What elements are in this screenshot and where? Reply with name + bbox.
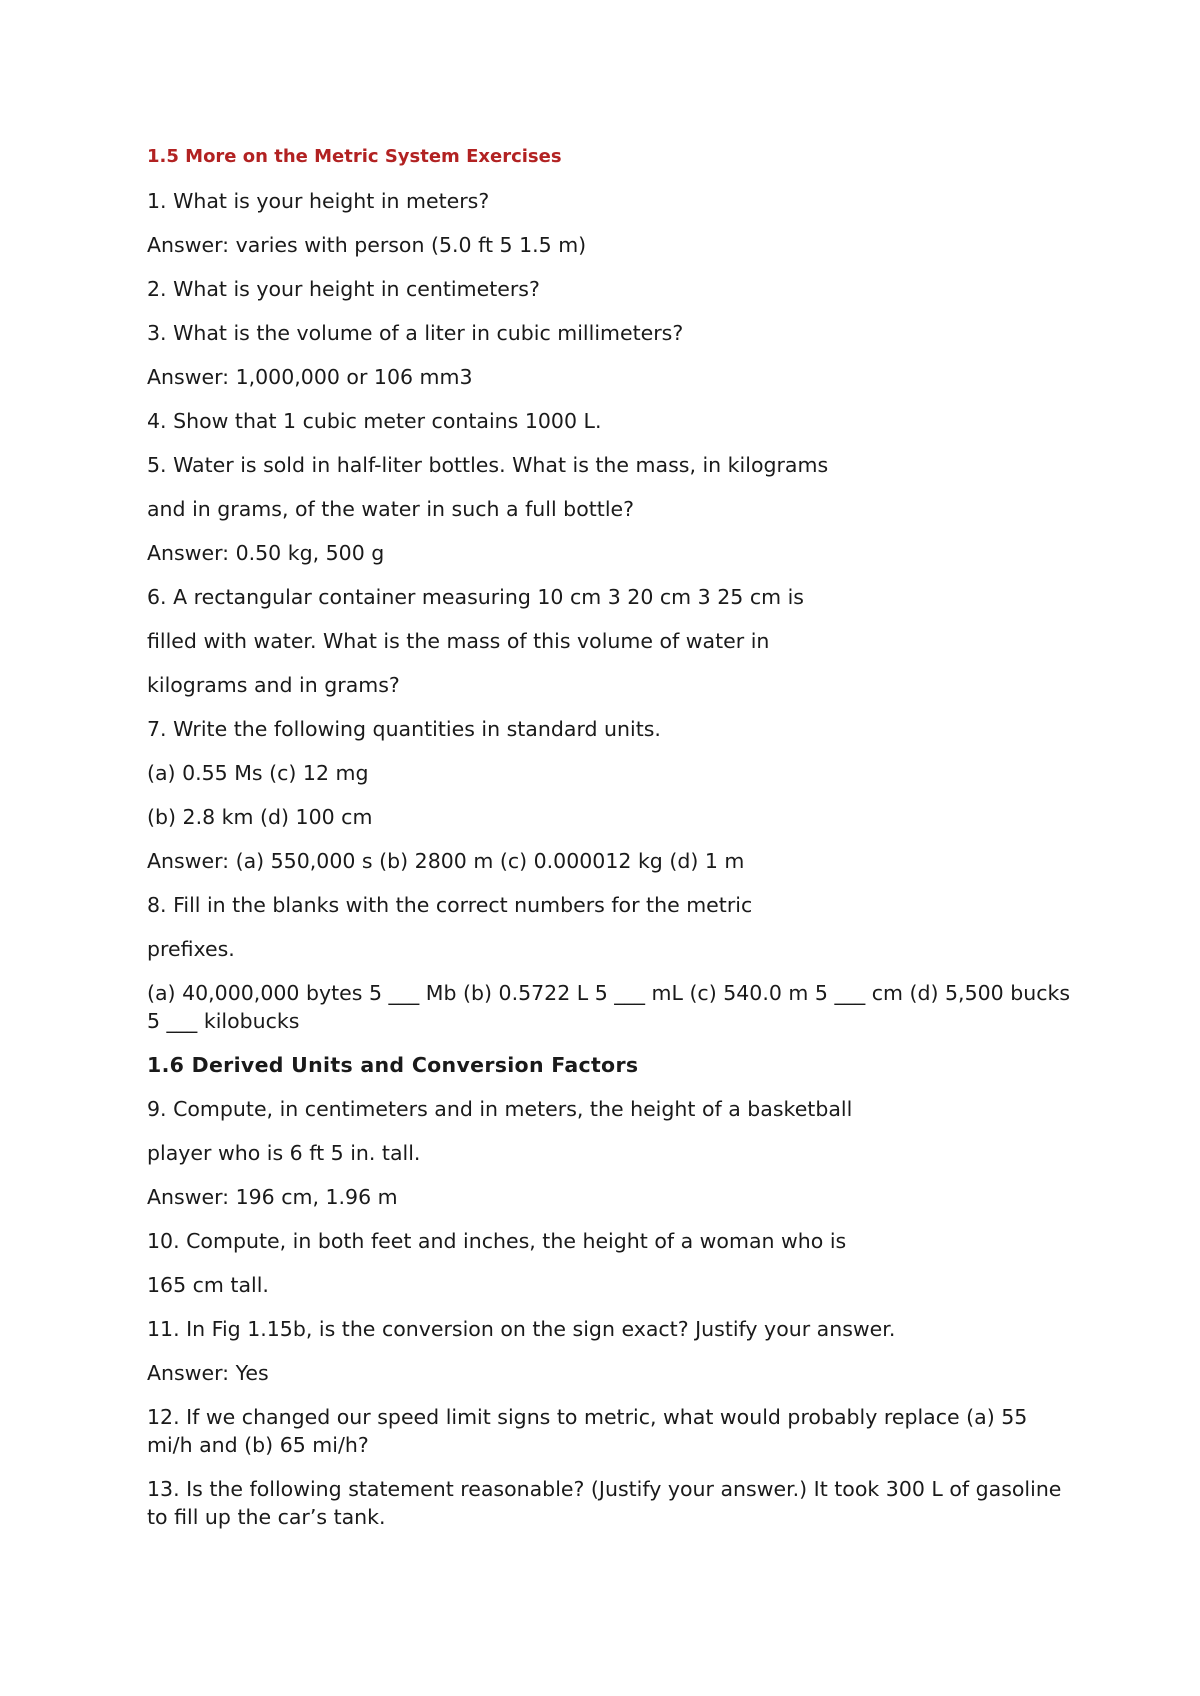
question-7-part-b-d: (b) 2.8 km (d) 100 cm xyxy=(147,805,373,829)
question-9-line-2: player who is 6 ft 5 in. tall. xyxy=(147,1141,421,1165)
answer-9: Answer: 196 cm, 1.96 m xyxy=(147,1185,398,1209)
question-8-blanks: (a) 40,000,000 bytes 5 ___ Mb (b) 0.5722 L 5 ___ mL (c) 540.0 m 5 ___ cm (d) 5,500 bucks 5 ___ kilobucks xyxy=(147,981,1077,1033)
question-1: 1. What is your height in meters? xyxy=(147,189,490,213)
section-heading-metric-exercises: 1.5 More on the Metric System Exercises xyxy=(147,146,562,167)
question-8-line-2: prefixes. xyxy=(147,937,235,961)
document-body xyxy=(147,143,1077,1547)
question-12: 12. If we changed our speed limit signs to metric, what would probably replace (a) 55 mi/h and (b) 65 mi/h? xyxy=(147,1405,1034,1457)
question-9-line-1: 9. Compute, in centimeters and in meters, the height of a basketball xyxy=(147,1097,853,1121)
question-6-line-2: filled with water. What is the mass of this volume of water in xyxy=(147,629,770,653)
answer-1: Answer: varies with person (5.0 ft 5 1.5 m) xyxy=(147,233,587,257)
question-8-line-1: 8. Fill in the blanks with the correct numbers for the metric xyxy=(147,893,753,917)
question-5-line-2: and in grams, of the water in such a full bottle? xyxy=(147,497,635,521)
answer-7: Answer: (a) 550,000 s (b) 2800 m (c) 0.000012 kg (d) 1 m xyxy=(147,849,745,873)
question-11: 11. In Fig 1.15b, is the conversion on the sign exact? Justify your answer. xyxy=(147,1317,896,1341)
question-7: 7. Write the following quantities in standard units. xyxy=(147,717,661,741)
question-2: 2. What is your height in centimeters? xyxy=(147,277,540,301)
question-10-line-2: 165 cm tall. xyxy=(147,1273,269,1297)
question-4: 4. Show that 1 cubic meter contains 1000 L. xyxy=(147,409,602,433)
question-10-line-1: 10. Compute, in both feet and inches, the height of a woman who is xyxy=(147,1229,847,1253)
section-heading-derived-units: 1.6 Derived Units and Conversion Factors xyxy=(147,1053,639,1077)
question-3: 3. What is the volume of a liter in cubic millimeters? xyxy=(147,321,684,345)
answer-11: Answer: Yes xyxy=(147,1361,269,1385)
question-7-part-a-c: (a) 0.55 Ms (c) 12 mg xyxy=(147,761,369,785)
question-5-line-1: 5. Water is sold in half-liter bottles. What is the mass, in kilograms xyxy=(147,453,829,477)
question-13: 13. Is the following statement reasonable? (Justify your answer.) It took 300 L of gasoline to fill up the car’s tank. xyxy=(147,1477,1068,1529)
answer-5: Answer: 0.50 kg, 500 g xyxy=(147,541,385,565)
question-6-line-1: 6. A rectangular container measuring 10 cm 3 20 cm 3 25 cm is xyxy=(147,585,804,609)
question-6-line-3: kilograms and in grams? xyxy=(147,673,400,697)
answer-3: Answer: 1,000,000 or 106 mm3 xyxy=(147,365,473,389)
